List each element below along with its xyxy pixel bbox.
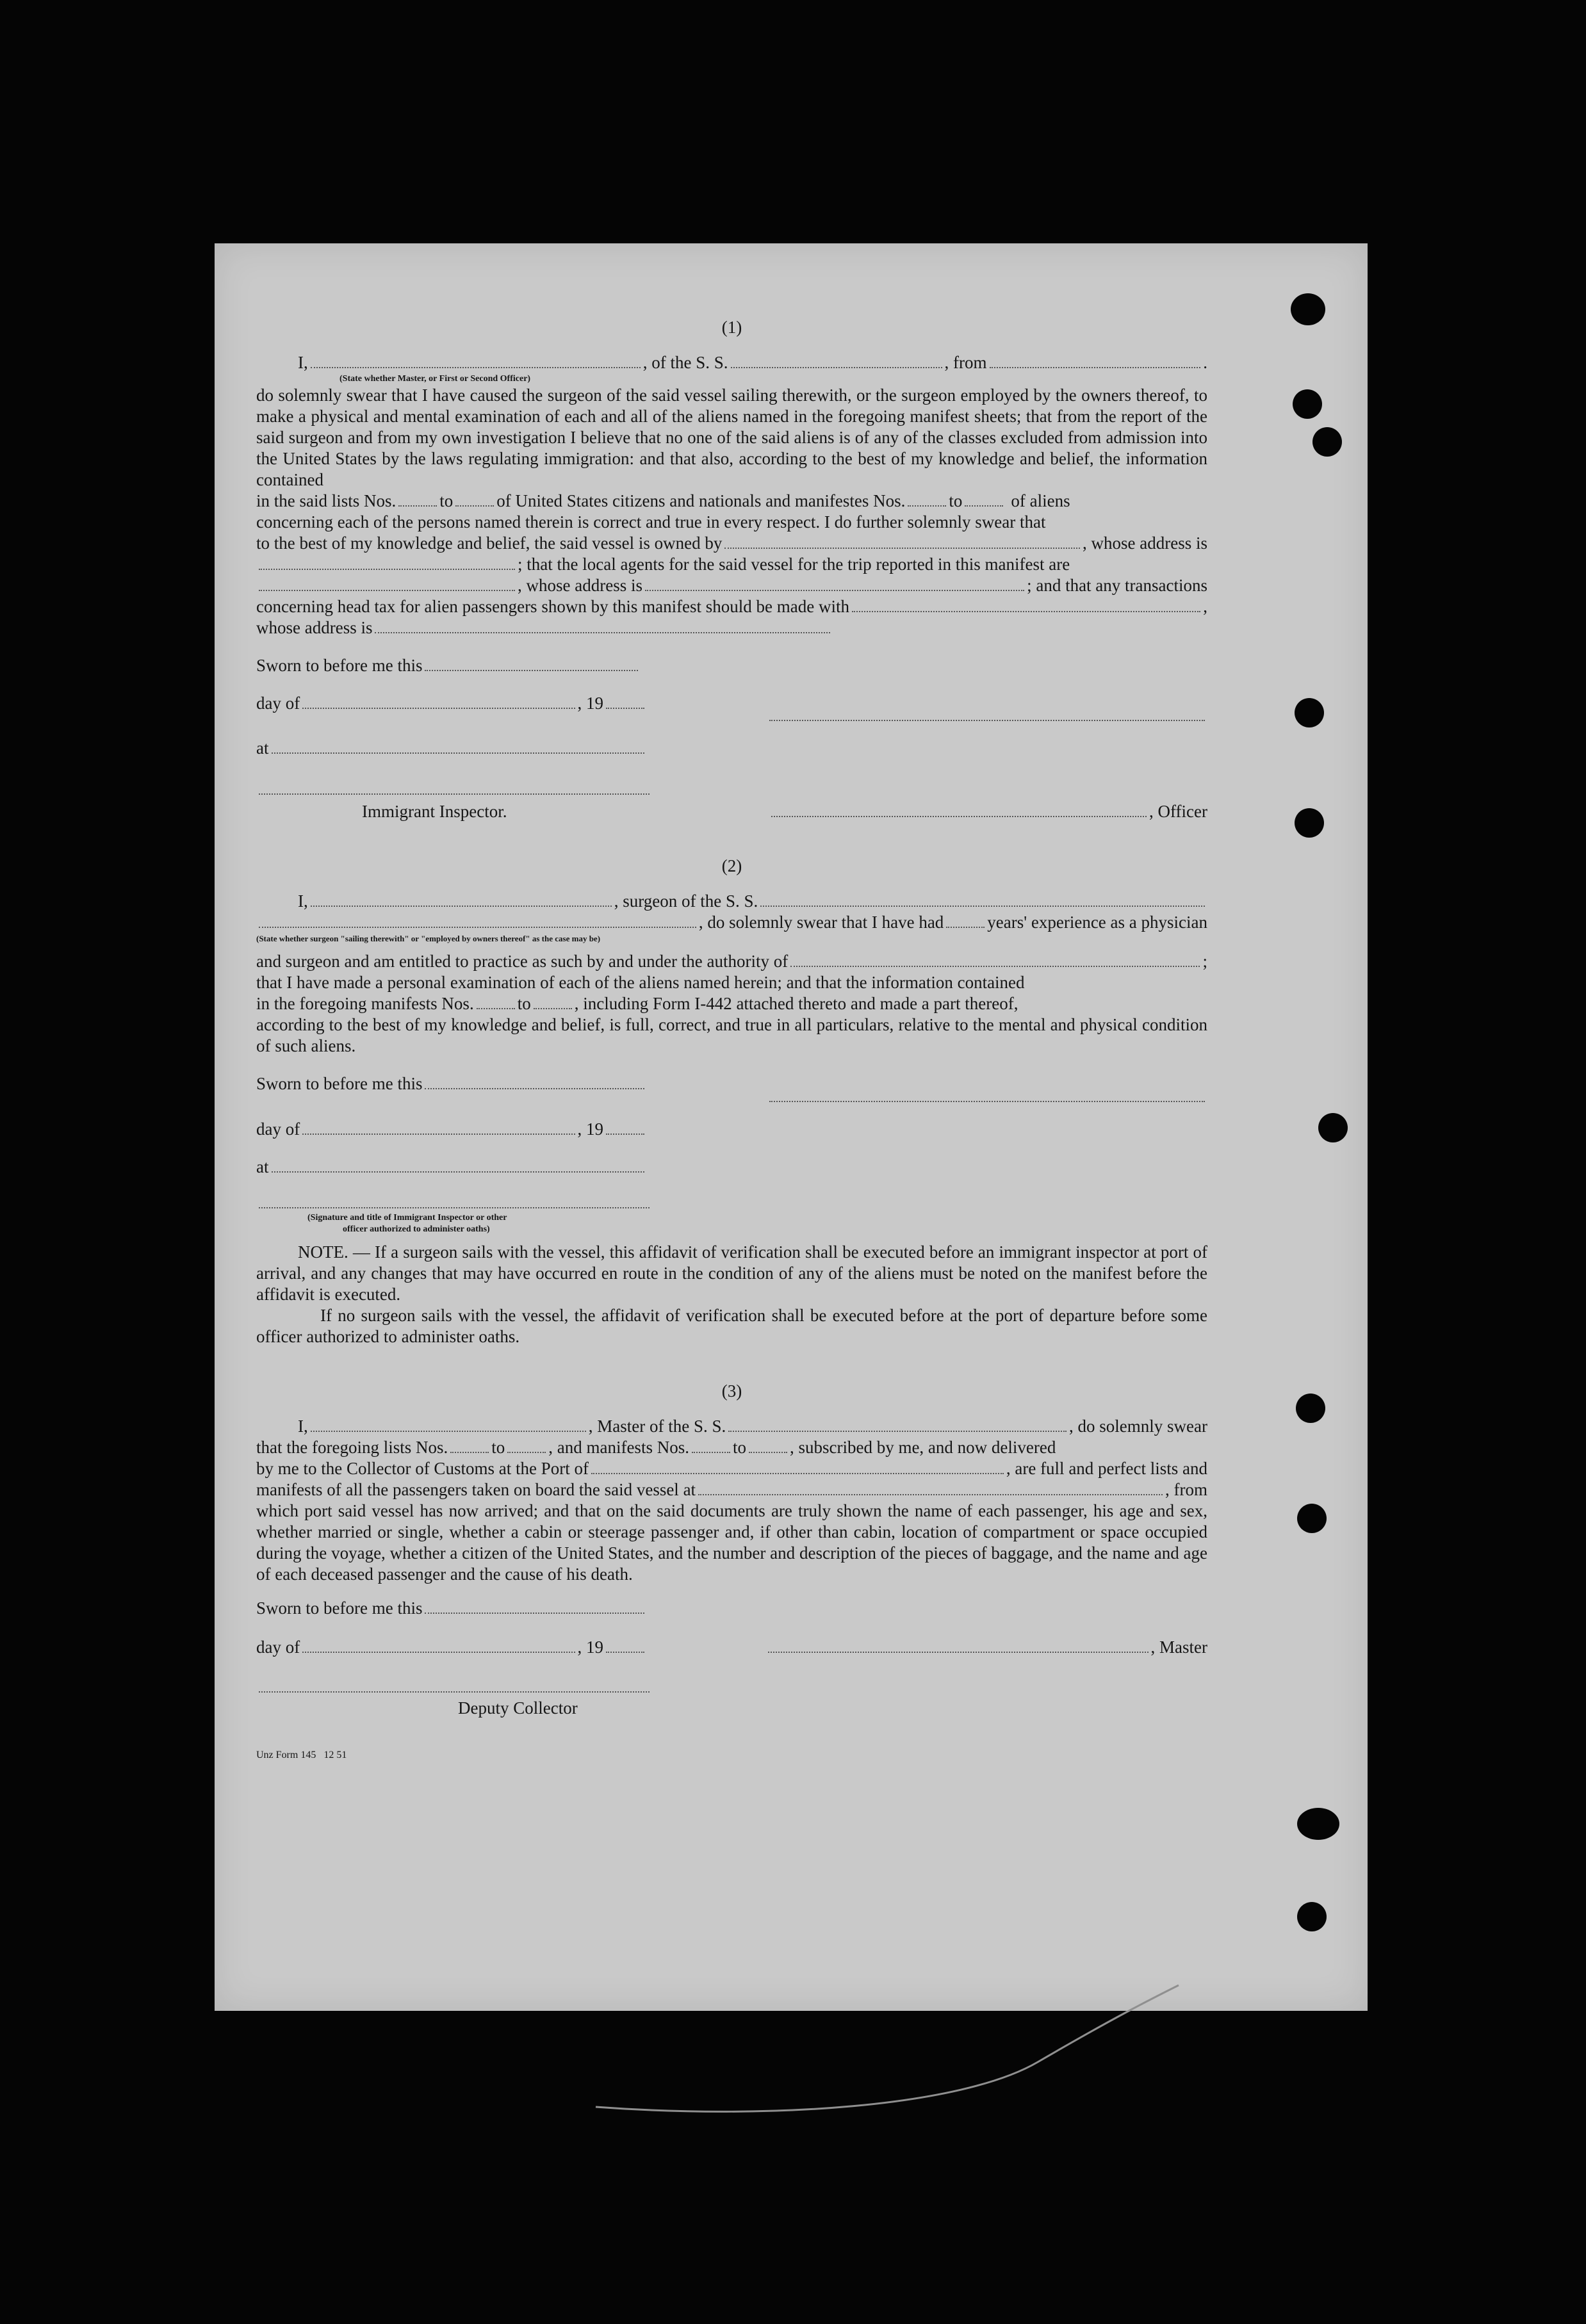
from-port-field[interactable]	[990, 357, 1201, 368]
affidavit-content	[256, 317, 1207, 1766]
master-sworn-day-field[interactable]	[425, 1602, 644, 1614]
film-scratch	[576, 1979, 1191, 2133]
section-2-at: at	[256, 1157, 647, 1178]
deputy-collector-label: Deputy Collector	[458, 1698, 578, 1718]
officer-signature-field[interactable]	[771, 806, 1147, 817]
punch-hole	[1297, 1808, 1339, 1840]
section-1-sublabel: (State whether Master, or First or Second Officer)	[339, 374, 531, 384]
port-row: by me to the Collector of Customs at the Port of , are full and perfect lists and	[256, 1458, 1207, 1478]
agents-address-row: , whose address is ; and that any transactions	[256, 575, 1207, 596]
punch-hole	[1318, 1113, 1348, 1142]
year-field[interactable]	[606, 697, 644, 709]
agents-address-field[interactable]	[645, 580, 1024, 591]
signature-note-2: officer authorized to administer oaths)	[343, 1224, 490, 1234]
punch-hole	[1293, 389, 1322, 419]
note-paragraph-1: NOTE. — If a surgeon sails with the vessel, this affidavit of verification shall be executed before an immigrant inspector at port of arrival, and any changes that may have occurred en route in the condition of any of the aliens must be noted on the manifest before the affidavit is executed.	[256, 1242, 1207, 1304]
boarding-port-field[interactable]	[698, 1484, 1163, 1495]
punch-hole	[1291, 293, 1325, 325]
surgeon-signature-line[interactable]	[769, 1090, 1205, 1101]
vessel-name-field[interactable]	[731, 357, 942, 368]
punch-hole	[1312, 427, 1342, 457]
punch-hole	[1297, 1902, 1327, 1931]
section-1-day-of: day of , 19	[256, 693, 647, 721]
surgeon-name-field[interactable]	[259, 916, 696, 928]
surgeon-at-field[interactable]	[272, 1160, 645, 1172]
sworn-day-field[interactable]	[425, 660, 638, 671]
section-2-line-2: , do solemnly swear that I have had years' experience as a physician	[256, 912, 1207, 933]
section-1-body: do solemnly swear that I have caused the surgeon of the said vessel sailing therewith, or the surgeon employed by the owners thereof, to make a physical and mental examination of each and all of the aliens named in the foregoing manifest sheets; that from the report of the said surgeon and from my own investigation I believe that no one of the said aliens is of any of the classes excluded from admission into the United States by the laws regulating immigration: and that also, according to the best of my knowledge and belief, the information contained	[256, 386, 1207, 489]
board-row: manifests of all the passengers taken on board the said vessel at , from	[256, 1479, 1207, 1499]
master-list-to-field[interactable]	[507, 1442, 546, 1453]
punch-hole	[1297, 1504, 1327, 1533]
section-2-body-b: according to the best of my knowledge and belief, is full, correct, and true in all particulars, relative to the mental and physical condition of such aliens.	[256, 1015, 1207, 1056]
manifest-from-field[interactable]	[908, 495, 946, 507]
owner-address-field[interactable]	[259, 558, 515, 570]
section-1-line-1: I, , of the S. S. , from .	[298, 353, 1207, 372]
section-2-line-1: I, , surgeon of the S. S.	[256, 891, 1207, 912]
officer-rank-field[interactable]	[311, 357, 641, 368]
section-2-manifests-row: in the foregoing manifests Nos. to , including Form I-442 attached thereto and made a part thereof,	[256, 994, 1018, 1014]
at-field[interactable]	[272, 742, 645, 754]
signature-note-1: (Signature and title of Immigrant Inspector or other	[307, 1212, 507, 1223]
list-to-field[interactable]	[455, 495, 494, 507]
officer-signature-row: , Officer	[769, 801, 1207, 822]
section-2-day-of: day of , 19	[256, 1119, 647, 1140]
section-1-number: (1)	[721, 318, 742, 337]
form-id: Unz Form 145 12 51	[256, 1749, 347, 1760]
master-vessel-field[interactable]	[728, 1420, 1067, 1432]
officer-signature-line-1[interactable]	[769, 710, 1205, 721]
day-of-field[interactable]	[302, 697, 575, 709]
manifest-to-field[interactable]	[965, 495, 1003, 507]
section-2-sublabel: (State whether surgeon "sailing therewith" or "employed by owners thereof" as the case may be)	[256, 934, 601, 944]
punch-hole	[1295, 808, 1324, 838]
list-from-field[interactable]	[398, 495, 437, 507]
surgeon-manifest-from-field[interactable]	[477, 998, 515, 1009]
note-paragraph-2: If no surgeon sails with the vessel, the affidavit of verification shall be executed before at the port of departure before some officer authorized to administer oaths.	[256, 1305, 1207, 1346]
owner-row: to the best of my knowledge and belief, the said vessel is owned by , whose address is	[256, 533, 1207, 553]
master-day-of-field[interactable]	[302, 1641, 575, 1653]
surgeon-sworn-day-field[interactable]	[425, 1078, 644, 1089]
section-3-line-1: I, , Master of the S. S. , do solemnly swear	[298, 1416, 1207, 1436]
surgeon-type-field[interactable]	[311, 895, 612, 907]
section-2-number: (2)	[721, 856, 742, 876]
master-name-field[interactable]	[311, 1420, 586, 1432]
master-signature-field[interactable]	[768, 1641, 1149, 1653]
surgeon-day-of-field[interactable]	[302, 1123, 575, 1134]
years-experience-field[interactable]	[946, 916, 985, 928]
deputy-signature-line[interactable]	[259, 1681, 650, 1693]
section-3-lists-row: that the foregoing lists Nos. to , and manifests Nos. to , subscribed by me, and now delivered	[256, 1437, 1056, 1457]
agents-row: ; that the local agents for the said vessel for the trip reported in this manifest are	[256, 554, 1207, 575]
section-3-sworn: Sworn to before me this	[256, 1598, 647, 1619]
punch-hole	[1296, 1394, 1325, 1423]
section-1-at: at	[256, 738, 647, 759]
section-2-body-a: that I have made a personal examination of each of the aliens named herein; and that the information contained	[256, 973, 1025, 993]
section-1-sworn: Sworn to before me this	[256, 655, 641, 676]
authority-field[interactable]	[790, 955, 1200, 967]
surgeon-vessel-field[interactable]	[760, 895, 1205, 907]
customs-port-field[interactable]	[591, 1463, 1004, 1474]
master-year-field[interactable]	[606, 1641, 644, 1653]
authority-row: and surgeon and am entitled to practice as such by and under the authority of ;	[256, 952, 1207, 971]
master-signature-row: , Master	[765, 1637, 1207, 1658]
headtax-party-field[interactable]	[852, 601, 1200, 612]
headtax-row: concerning head tax for alien passengers shown by this manifest should be made with ,	[256, 597, 1207, 616]
inspector-signature-line[interactable]	[259, 783, 650, 795]
surgeon-inspector-signature-line[interactable]	[259, 1197, 650, 1208]
section-3-number: (3)	[721, 1381, 742, 1401]
section-3-body: which port said vessel has now arrived; and that on the said documents are truly shown the name of each passenger, his age and sex, whether married or single, whether a cabin or steerage passenger and, if other than cabin, location of compartment or space occupied during the voyage, whether a citizen of the United States, and the number and description of the pieces of baggage, and the name and age of each deceased passenger and the cause of his death.	[256, 1500, 1207, 1584]
section-2-sworn: Sworn to before me this	[256, 1073, 647, 1101]
immigrant-inspector-label: Immigrant Inspector.	[362, 802, 507, 822]
surgeon-year-field[interactable]	[606, 1123, 644, 1134]
master-list-from-field[interactable]	[450, 1442, 489, 1453]
owner-field[interactable]	[724, 537, 1080, 549]
whose-address-row: whose address is	[256, 617, 833, 638]
headtax-address-field[interactable]	[375, 622, 830, 633]
master-manifest-to-field[interactable]	[749, 1442, 787, 1453]
section-1-lists-row: in the said lists Nos. to of United States citizens and nationals and manifestes Nos. to of aliens	[256, 491, 1070, 510]
section-1-body-b: concerning each of the persons named therein is correct and true in every respect. I do further solemnly swear that	[256, 512, 1046, 532]
surgeon-manifest-to-field[interactable]	[534, 998, 572, 1009]
punch-hole	[1295, 698, 1324, 727]
section-3-day-of: day of , 19	[256, 1637, 647, 1658]
master-manifest-from-field[interactable]	[692, 1442, 730, 1453]
agents-field[interactable]	[259, 580, 515, 591]
